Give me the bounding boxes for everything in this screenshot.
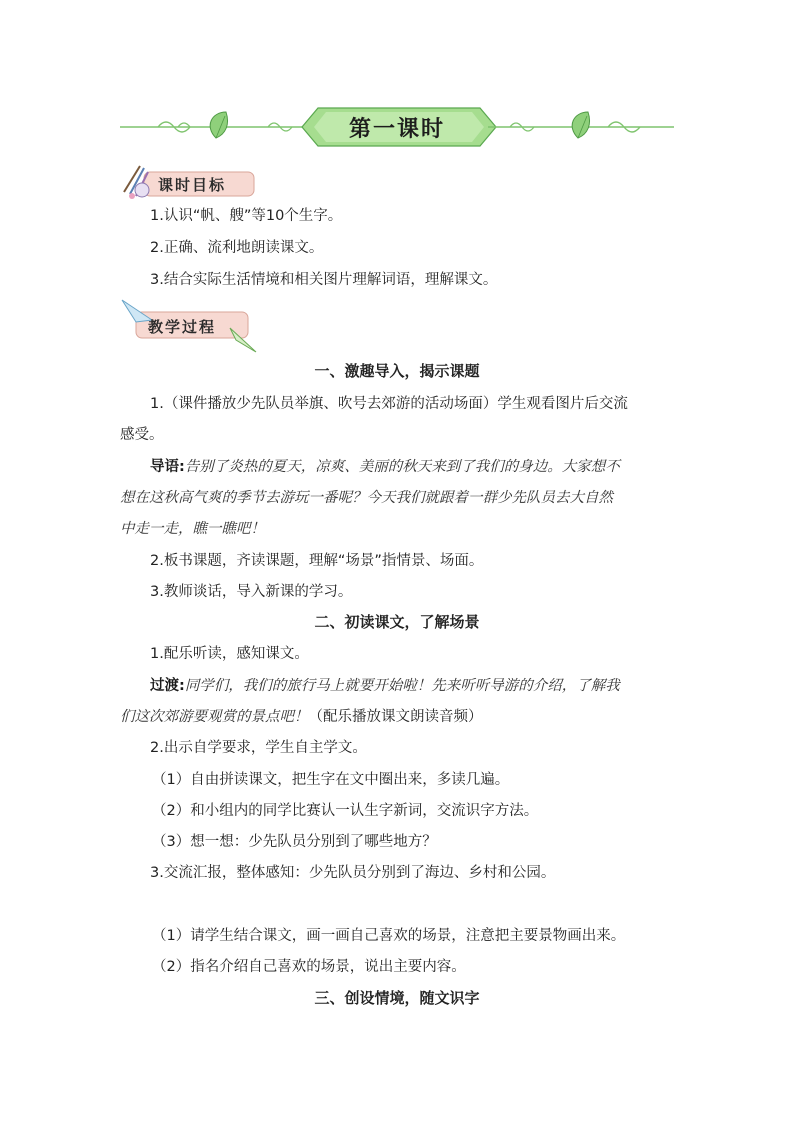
objectives-tag-label: 课时目标 bbox=[158, 176, 227, 194]
section2-p2-2: （2）和小组内的同学比赛认一认生字新词，交流识字方法。 bbox=[152, 803, 539, 819]
section3-heading: 三、创设情境，随文识字 bbox=[314, 989, 480, 1007]
section2-heading: 二、初读课文，了解场景 bbox=[314, 613, 480, 631]
section2-trans-line1 bbox=[150, 676, 710, 696]
process-tag bbox=[118, 296, 258, 354]
section2-p2-3: （3）想一想：少先队员分别到了哪些地方？ bbox=[152, 834, 437, 850]
section2-trans-line2 bbox=[120, 707, 680, 727]
section2-p2: 2.出示自学要求，学生自主学文。 bbox=[150, 740, 367, 756]
objective-3: 3.结合实际生活情境和相关图片理解词语，理解课文。 bbox=[150, 272, 498, 288]
objective-2: 2.正确、流利地朗读课文。 bbox=[150, 240, 324, 256]
section1-guide-line2: 想在这秋高气爽的季节去游玩一番呢？今天我们就跟着一群少先队员去大自然 bbox=[120, 490, 613, 506]
section1-guide-line3: 中走一走，瞧一瞧吧！ bbox=[120, 521, 265, 537]
section1-guide-line1 bbox=[150, 457, 710, 477]
lesson-title-banner bbox=[118, 104, 676, 150]
section1-p3: 3.教师谈话，导入新课的学习。 bbox=[150, 584, 353, 600]
guide-label: 导语: bbox=[150, 459, 185, 475]
section1-heading: 一、激趣导入，揭示课题 bbox=[314, 362, 480, 380]
guide-text: 告别了炎热的夏天，凉爽、美丽的秋天来到了我们的身边。大家想不 bbox=[184, 459, 620, 475]
transition-text-2: 们这次郊游要观赏的景点吧！ bbox=[120, 709, 309, 725]
transition-label: 过渡: bbox=[150, 678, 185, 694]
section1-p1-line1: 1.（课件播放少先队员举旗、吹号去郊游的活动场面）学生观看图片后交流 bbox=[150, 396, 628, 412]
section1-p1-line2: 感受。 bbox=[120, 427, 164, 443]
section2-p3-1: （1）请学生结合课文，画一画自己喜欢的场景，注意把主要景物画出来。 bbox=[152, 928, 626, 944]
section2-p3-2: （2）指名介绍自己喜欢的场景，说出主要内容。 bbox=[152, 959, 466, 975]
transition-note: （配乐播放课文朗读音频） bbox=[308, 709, 483, 725]
objectives-tag bbox=[118, 162, 258, 202]
banner-title: 第一课时 bbox=[348, 116, 445, 142]
section2-p2-1: （1）自由拼读课文，把生字在文中圈出来，多读几遍。 bbox=[152, 772, 510, 788]
transition-text: 同学们，我们的旅行马上就要开始啦！先来听听导游的介绍，了解我 bbox=[184, 678, 620, 694]
process-tag-label: 教学过程 bbox=[148, 318, 217, 336]
section2-p3: 3.交流汇报，整体感知：少先队员分别到了海边、乡村和公园。 bbox=[150, 865, 556, 881]
objective-1: 1.认识“帆、艘”等10个生字。 bbox=[150, 208, 343, 224]
section1-p2: 2.板书课题，齐读课题，理解“场景”指情景、场面。 bbox=[150, 553, 484, 569]
section2-p1: 1.配乐听读，感知课文。 bbox=[150, 646, 309, 662]
